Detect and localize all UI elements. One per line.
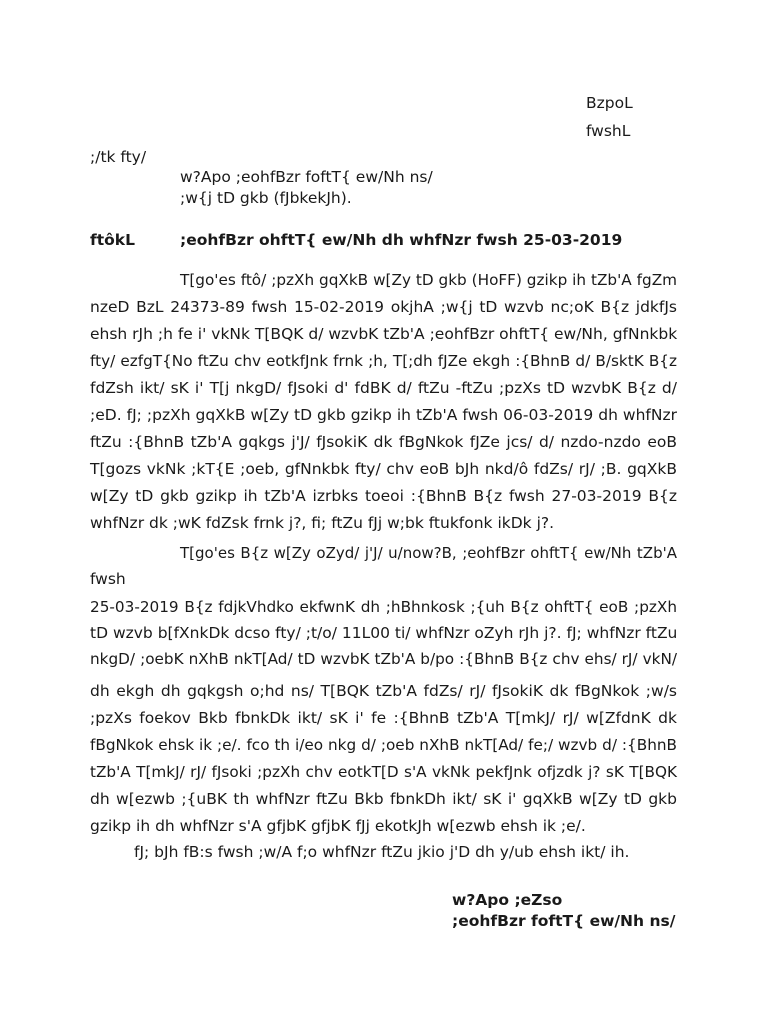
body-line: T[go'es ftô/ ;pzXh gqXkB w[Zy tD gkb (HoFF) gzikp ih tZb'A fgZm — [180, 271, 677, 289]
body-line: fty/ ezfgT{No ftZu chv eotkfJnk frnk ;h, T[;dh fJZe ekgh :{BhnB d/ B/sktK B{z — [90, 352, 677, 370]
subject-label: ftôkL — [90, 231, 135, 249]
body-line: ftZu :{BhnB tZb'A gqkgs j'J/ fJsokiK dk fBgNkok fJZe jcs/ d/ nzdo-nzdo eoB — [90, 433, 677, 451]
para3-line: nkgD/ ;oebK nXhB nkT[Ad/ tD wzvbK tZb'A b/po :{BhnB B{z chv ehs/ rJ/ vkN/ — [90, 650, 677, 668]
subject-text: ;eohfBzr ohftT{ ew/Nh dh whfNzr fwsh 25-03-2019 — [180, 231, 623, 249]
header-right-line-2: fwshL — [586, 122, 631, 140]
body-line: nzeD BzL 24373-89 fwsh 15-02-2019 okjhA ;w{j tD wzvb nc;oK B{z jdkfJs — [90, 298, 677, 316]
addressee-line-1: w?Apo ;eohfBzr foftT{ ew/Nh ns/ — [180, 168, 433, 186]
para3-line: tD wzvb b[fXnkDk dcso fty/ ;t/o/ 11L00 ti/ whfNzr oZyh rJh j?. fJ; whfNzr ftZu — [90, 624, 678, 642]
closing-line: fJ; bJh fB:s fwsh ;w/A f;o whfNzr ftZu jkio j'D dh y/ub ehsh ikt/ ih. — [134, 843, 630, 861]
addressee-line-2: ;w{j tD gkb (fJbkekJh). — [180, 189, 352, 207]
para3-line: 25-03-2019 B{z fdjkVhdko ekfwnK dh ;hBhnkosk ;{uh B{z ohftT{ eoB ;pzXh — [90, 598, 677, 616]
para3-line: dh ekgh dh gqkgsh o;hd ns/ T[BQK tZb'A fdZs/ rJ/ fJsokiK dk fBgNkok ;w/s — [90, 682, 677, 700]
body-line: whfNzr dk ;wK fdZsk frnk j?, fi; ftZu fJj w;bk ftukfonk ikDk j?. — [90, 514, 555, 532]
para3-line: dh w[ezwb ;{uBK th whfNzr ftZu Bkb fbnkDh ikt/ sK i' gqXkB w[Zy tD gkb — [90, 790, 677, 808]
para2-line: T[go'es B{z w[Zy oZyd/ j'J/ u/now?B, ;eohfBzr ohftT{ ew/Nh tZb'A — [180, 544, 677, 562]
para3-line: ;pzXs foekov Bkb fbnkDk ikt/ sK i' fe :{BhnB tZb'A T[mkJ/ rJ/ w[ZfdnK dk — [90, 709, 677, 727]
para3-line: gzikp ih dh whfNzr s'A gfjbK gfjbK fJj ekotkJh w[ezwb ehsh ik ;e/. — [90, 817, 586, 835]
para2-line: fwsh — [90, 570, 126, 588]
body-line: ;eD. fJ; ;pzXh gqXkB w[Zy tD gkb gzikp ih tZb'A fwsh 06-03-2019 dh whfNzr — [90, 406, 677, 424]
body-line: ehsh rJh ;h fe i' vkNk T[BQK d/ wzvbK tZb'A ;eohfBzr ohftT{ ew/Nh, gfNnkbk — [90, 325, 678, 343]
body-line: w[Zy tD gkb gzikp ih tZb'A izrbks toeoi :{BhnB B{z fwsh 27-03-2019 B{z — [90, 487, 677, 505]
signature-line-2: ;eohfBzr foftT{ ew/Nh ns/ — [452, 912, 676, 930]
body-line: fdZsh ikt/ sK i' T[j nkgD/ fJsoki d' fdBK d/ ftZu -ftZu ;pzXs tD wzvbK B{z d/ — [90, 379, 677, 397]
body-line: T[gozs vkNk ;kT{E ;oeb, gfNnkbk fty/ chv eoB bJh nkd/ô fdZs/ rJ/ ;B. gqXkB — [90, 460, 677, 478]
signature-line-1: w?Apo ;eZso — [452, 891, 563, 909]
para3-line: tZb'A T[mkJ/ rJ/ fJsoki ;pzXh chv eotkT[D s'A vkNk pekfJnk ofjzdk j? sK T[BQK — [90, 763, 677, 781]
header-right-line-1: BzpoL — [586, 94, 633, 112]
salutation: ;/tk fty/ — [90, 148, 147, 166]
para3-line: fBgNkok ehsk ik ;e/. fco th i/eo nkg d/ ;oeb nXhB nkT[Ad/ fe;/ wzvb d/ :{BhnB — [90, 736, 677, 754]
